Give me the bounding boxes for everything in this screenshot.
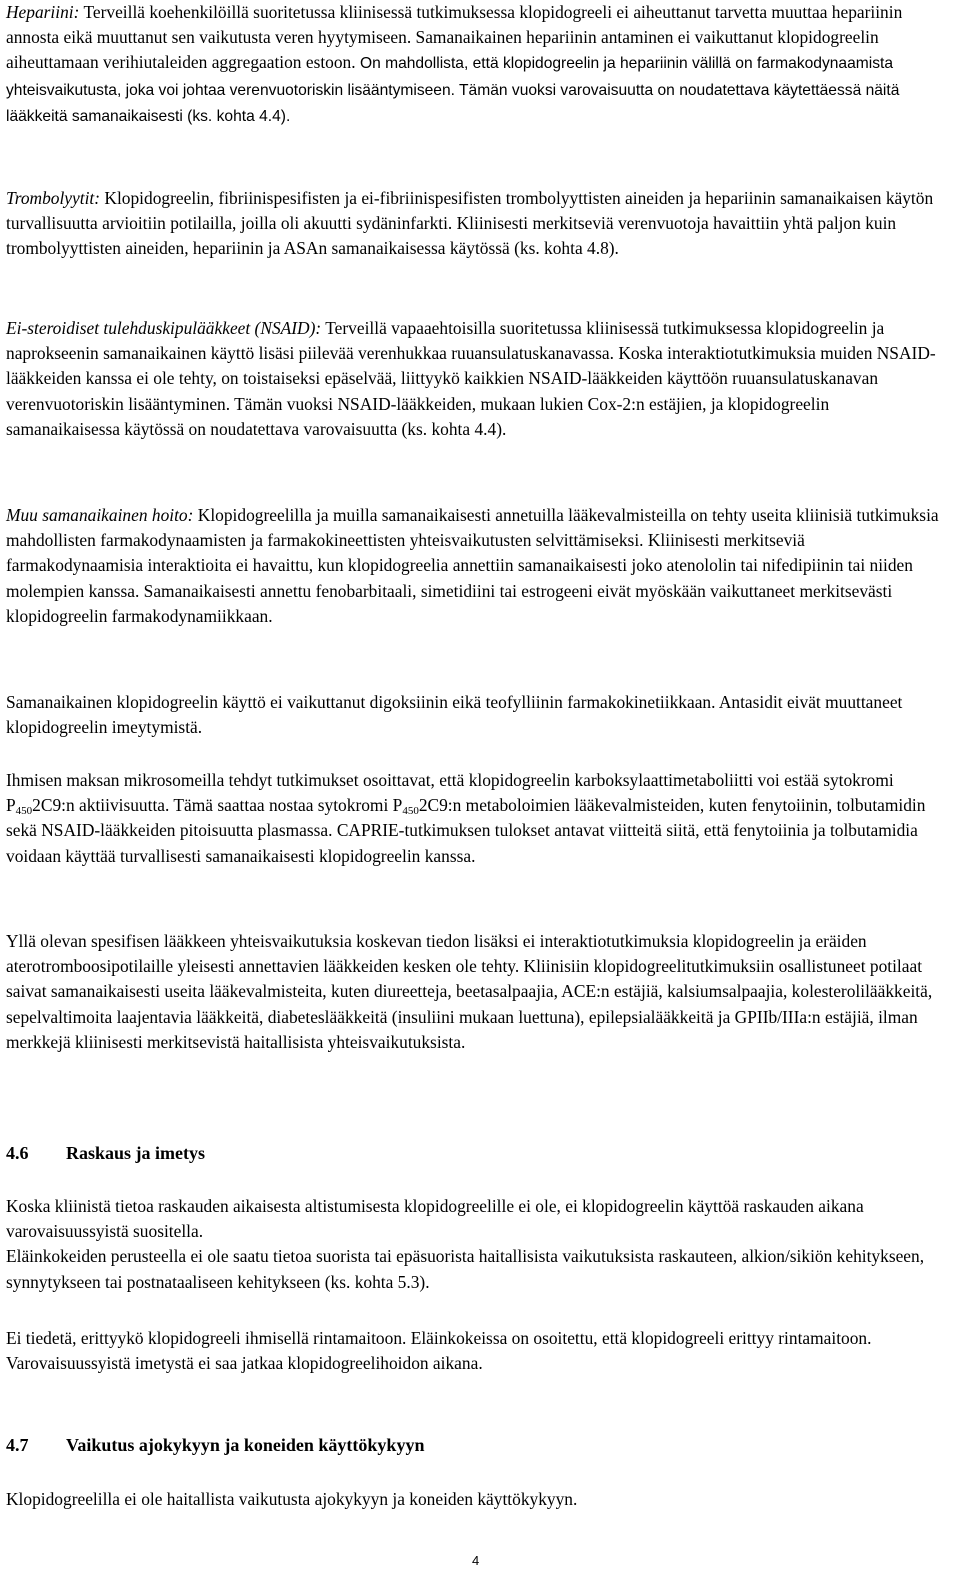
driving-paragraph (6, 1487, 946, 1512)
cyp-subscript-2: 450 (402, 805, 419, 818)
lactation-text: Ei tiedetä, erittyykö klopidogreeli ihmisellä rintamaitoon. Eläinkokeissa on osoitettu, että klopidogreeli erittyy rintamaitoon. Varovaisuussyistä imetystä ei saa jatkaa klopidogreelihoidon aikana. (6, 1328, 872, 1374)
other-text: Klopidogreelilla ja muilla samanaikaisesti annetuilla lääkevalmisteilla on tehty useita kliinisiä tutkimuksia mahdollisten farmakodynaamisten ja farmakokineettisten yhteisvaikutusten selvittämiseksi. Kliinisesti merkitseviä farmakodynaamisia interaktioita ei havaittu, kun klopidogreelia annettiin samanaikaisesti joko atenololin tai nifedipiinin tai niiden molempien kanssa. Samanaikaisesti annettu fenobarbitaali, simetidiini tai estrogeeni eivät myöskään vaikuttaneet merkitsevästi klopidogreelin farmakodynamiikkaan. (6, 505, 939, 626)
other-label: Muu samanaikainen hoito: (6, 505, 194, 525)
thrombolytics-text: Klopidogreelin, fibriinispesifisten ja ei-fibriinispesifisten trombolyyttisten aineiden ja hepariinin samanaikaisen käytön turvallisuutta arvioitiin potilailla, joilla oli akuutti sydäninfarkti. Kliinisesti merkitseviä verenvuotoja havaittiin yhtä paljon kuin trombolyyttisten aineiden, hepariinin ja ASAn samanaikaisessa käytössä (ks. kohta 4.8). (6, 188, 934, 259)
section-heading-4-7 (6, 1433, 424, 1458)
paragraph-other-treatment (6, 503, 946, 629)
heparin-text-2: On mahdollista, että klopidogreelin ja hepariinin välillä on farmakodynaamista yhteisvaikutusta, joka voi johtaa verenvuotoriskin lisääntymiseen. Tämän vuoksi varovaisuutta on noudatettava käytettäessä näitä lääkkeitä samanaikaisesti (ks. kohta 4.4). (6, 55, 900, 125)
page-number: 4 (472, 1553, 480, 1568)
heparin-text-1: Terveillä koehenkilöillä suoritetussa kliinisessä tutkimuksessa klopidogreeli ei aiheuttanut tarvetta muuttaa hepariinin annosta eikä muuttanut sen vaikutusta veren hyytymiseen. Samanaikainen hepariinin antaminen ei vaikuttanut klopidogreelin aiheuttamaan verihiutaleiden aggregaation estoon. (6, 2, 903, 73)
pregnancy-paragraph-1: Koska kliinistä tietoa raskauden aikaisesta altistumisesta klopidogreelille ei ole, ei klopidogreelin käyttöä raskauden aikana varovaisuussyistä suositella. (6, 1196, 864, 1242)
lactation-paragraph (6, 1326, 946, 1376)
paragraph-thrombolytics (6, 186, 946, 262)
paragraph-cyp2c9 (6, 768, 946, 869)
paragraph-heparin (6, 0, 946, 129)
cyp-subscript-1: 450 (15, 805, 33, 818)
cyp-text-a: Ihmisen maksan mikrosomeilla tehdyt tutkimukset osoittavat, että klopidogreelin karboksylaattimetaboliitti voi estää sytokromi P (6, 770, 894, 816)
driving-text: Klopidogreelilla ei ole haitallista vaikutusta ajokykyyn ja koneiden käyttökykyyn. (6, 1489, 578, 1509)
paragraph-nsaid (6, 316, 946, 442)
nsaid-text: Terveillä vapaaehtoisilla suoritetussa kliinisessä tutkimuksessa klopidogreelin ja naprokseenin samanaikainen käyttö lisäsi piilevää verenhukkaa ruuansulatuskanavassa. Koska interaktiotutkimuksia muiden NSAID-lääkkeiden kanssa ei ole tehty, on toistaiseksi epäselvää, liittyykö kaikkien NSAID-lääkkeiden käyttöön ruuansulatuskanavan verenvuotoriskin lisääntyminen. Tämän vuoksi NSAID-lääkkeiden, mukaan lukien Cox-2:n estäjien, ja klopidogreelin samanaikaisessa käytössä on noudatettava varovaisuutta (ks. kohta 4.4). (6, 318, 936, 439)
paragraph-summary (6, 929, 946, 1055)
section-4-6-body (6, 1194, 946, 1295)
section-number: 4.7 (6, 1435, 29, 1455)
summary-text: Yllä olevan spesifisen lääkkeen yhteisvaikutuksia koskevan tiedon lisäksi ei interaktiotutkimuksia klopidogreelin ja eräiden aterotromboosipotilaille yleisesti annettavien lääkkeiden kesken ole tehty. Kliinisiin klopidogreelitutkimuksiin osallistuneet potilaat saivat samanaikaisesti useita lääkevalmisteita, kuten diureetteja, beetasalpaajia, ACE:n estäjiä, kalsiumsalpaajia, kolesterolilääkkeitä, sepelvaltimoita laajentavia lääkkeitä, diabeteslääkkeitä (insuliini mukaan luettuna), epilepsialääkkeitä ja GPIIb/IIIa:n estäjiä, ilman merkkejä kliinisesti merkitsevistä haitallisista yhteisvaikutuksista. (6, 931, 933, 1052)
thrombolytics-label: Trombolyytit: (6, 188, 101, 208)
section-number: 4.6 (6, 1143, 29, 1163)
heparin-label: Hepariini: (6, 2, 80, 22)
pregnancy-paragraph-2: Eläinkokeiden perusteella ei ole saatu tietoa suorista tai epäsuorista haitallisista vaikutuksista raskauteen, alkion/sikiön kehitykseen, synnytykseen tai postnataaliseen kehitykseen (ks. kohta 5.3). (6, 1246, 925, 1292)
cyp-text-b: 2C9:n aktiivisuutta. Tämä saattaa nostaa sytokromi P (32, 795, 403, 816)
cyp-text-c: 2C9:n metaboloimien lääkevalmisteiden, kuten fenytoiinin, tolbutamidin sekä NSAID-lääkkeiden pitoisuutta plasmassa. CAPRIE-tutkimuksen tulokset antavat viitteitä siitä, että fenytoiinia ja tolbutamidia voidaan käyttää turvallisesti samanaikaisesti klopidogreelin kanssa. (6, 795, 926, 866)
section-heading-4-6 (6, 1141, 205, 1166)
digoxin-text: Samanaikainen klopidogreelin käyttö ei vaikuttanut digoksiinin eikä teofylliinin farmakokinetiikkaan. Antasidit eivät muuttaneet klopidogreelin imeytymistä. (6, 692, 903, 738)
section-title: Vaikutus ajokykyyn ja koneiden käyttökykyyn (66, 1435, 425, 1455)
nsaid-label: Ei-steroidiset tulehduskipulääkkeet (NSAID): (6, 318, 322, 338)
paragraph-digoxin (6, 690, 946, 740)
section-title: Raskaus ja imetys (66, 1143, 206, 1163)
